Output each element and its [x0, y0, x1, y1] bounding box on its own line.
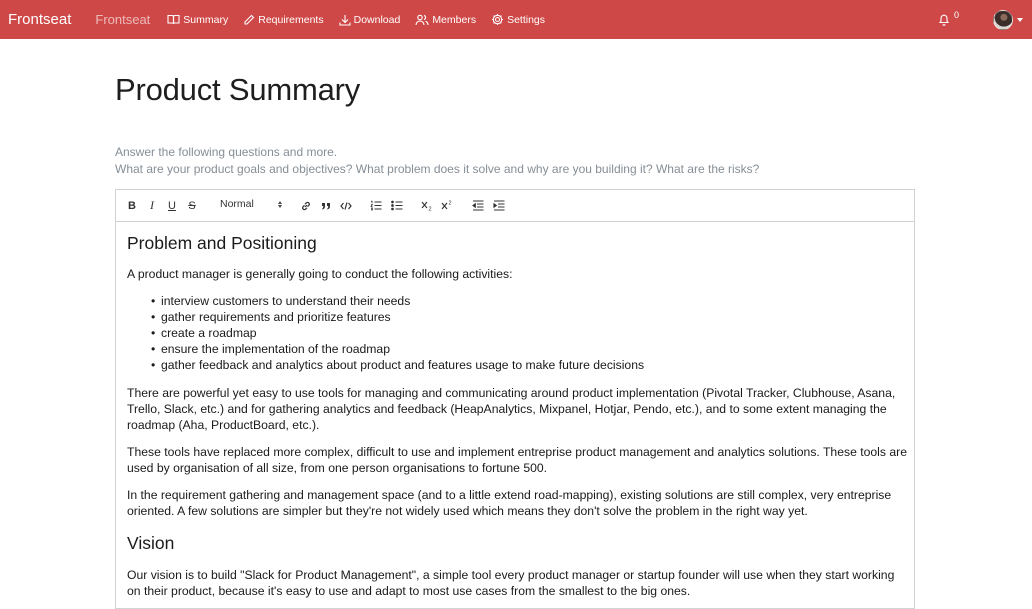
format-select-value: Normal: [220, 198, 254, 210]
intro-line-2: What are your product goals and objectives? What problem does it solve and why are you building it? What are the risks?: [115, 162, 760, 176]
book-icon: [167, 14, 180, 25]
nav-summary-label: Summary: [183, 13, 229, 26]
quote-button[interactable]: [320, 198, 332, 213]
format-select[interactable]: [220, 198, 282, 210]
nav-download-label: Download: [353, 13, 401, 26]
editor-toolbar: [116, 190, 914, 222]
nav-members[interactable]: [415, 14, 476, 26]
link-button[interactable]: [300, 198, 312, 213]
nav-settings[interactable]: [491, 13, 545, 26]
strike-button[interactable]: S: [188, 199, 196, 212]
project-name[interactable]: Frontseat: [95, 12, 151, 27]
pencil-icon: [243, 14, 255, 26]
link-icon: [300, 200, 312, 212]
select-arrows-icon: [278, 201, 282, 208]
list-item: • gather feedback and analytics about product and features usage to make future decisions: [127, 357, 644, 373]
indent-button[interactable]: [493, 198, 505, 213]
intro-text: [115, 144, 759, 178]
top-navbar: [0, 0, 1032, 39]
page-title: Product Summary: [115, 72, 361, 107]
content-heading-problem: Problem and Positioning: [127, 233, 317, 253]
content-heading-vision: Vision: [127, 533, 175, 553]
bell-icon: [938, 13, 950, 26]
code-block-button[interactable]: [340, 198, 352, 213]
content-paragraph: A product manager is generally going to conduct the following activities:: [127, 267, 513, 281]
nav-requirements[interactable]: [243, 14, 323, 26]
notifications-button[interactable]: [938, 0, 959, 39]
nav-members-label: Members: [432, 13, 477, 26]
nav-requirements-label: Requirements: [258, 13, 324, 26]
download-icon: [339, 14, 351, 26]
outdent-button[interactable]: [472, 198, 484, 213]
indent-icon: [493, 200, 505, 211]
content-paragraph: There are powerful yet easy to use tools for managing and communicating around product implementation (Pivotal Tracker, Clubhouse, Asana, Trello, Slack, etc.) and for gathering analytics and feedback (HeapAnalytics, Mixpanel, Hotjar, Pendo, etc.), and to some extent managing the roadmap (Aha, ProductBoard, etc.).: [127, 386, 896, 432]
avatar[interactable]: [993, 10, 1013, 30]
rich-text-editor: [115, 189, 915, 609]
list-item: • interview customers to understand their needs: [127, 293, 644, 309]
gear-icon: [491, 13, 504, 26]
chevron-down-icon: [1017, 18, 1023, 22]
bullet-list-button[interactable]: [391, 198, 403, 213]
nav-settings-label: Settings: [507, 13, 546, 26]
subscript-icon: [421, 200, 433, 211]
quote-icon: [321, 201, 332, 211]
content-paragraph: Our vision is to build "Slack for Product Management", a simple tool every product manager or startup founder will use when they start working on their product, because it's easy to use and adapt to most use cases from the smallest to the big ones.: [127, 568, 895, 598]
content-paragraph: In the requirement gathering and management space (and to a little extend road-mapping), existing solutions are still complex, very entreprise oriented. A few solutions are simpler but they're not widely used which means they don't solve the problem in the right way yet.: [127, 488, 892, 518]
nav-download[interactable]: [339, 14, 401, 26]
list-item: • create a roadmap: [127, 325, 644, 341]
outdent-icon: [472, 200, 484, 211]
notification-count: 0: [954, 9, 960, 20]
users-icon: [415, 14, 429, 26]
code-icon: [340, 201, 352, 211]
underline-button[interactable]: U: [168, 199, 176, 212]
ordered-list-icon: [370, 200, 382, 211]
user-menu[interactable]: [993, 0, 1023, 39]
italic-button[interactable]: I: [150, 198, 154, 212]
intro-line-1: Answer the following questions and more.: [115, 145, 338, 159]
nav-summary[interactable]: [167, 14, 228, 26]
bullet-list-icon: [391, 200, 403, 211]
bold-button[interactable]: B: [128, 199, 136, 212]
svg-text:2: 2: [428, 206, 432, 211]
list-item: • gather requirements and prioritize features: [127, 309, 644, 325]
ordered-list-button[interactable]: [370, 198, 382, 213]
svg-text:2: 2: [448, 200, 452, 207]
nav-links: [167, 13, 560, 26]
brand-logo[interactable]: Frontseat: [8, 11, 72, 28]
list-item: • ensure the implementation of the roadmap: [127, 341, 644, 357]
subscript-button[interactable]: [421, 198, 433, 213]
superscript-icon: [441, 200, 453, 211]
content-paragraph: These tools have replaced more complex, difficult to use and implement entreprise product management and analytics solutions. These tools are used by organisation of all size, from one person organisations to fortune 500.: [127, 445, 907, 475]
activities-list: [127, 293, 644, 373]
superscript-button[interactable]: [441, 198, 453, 213]
